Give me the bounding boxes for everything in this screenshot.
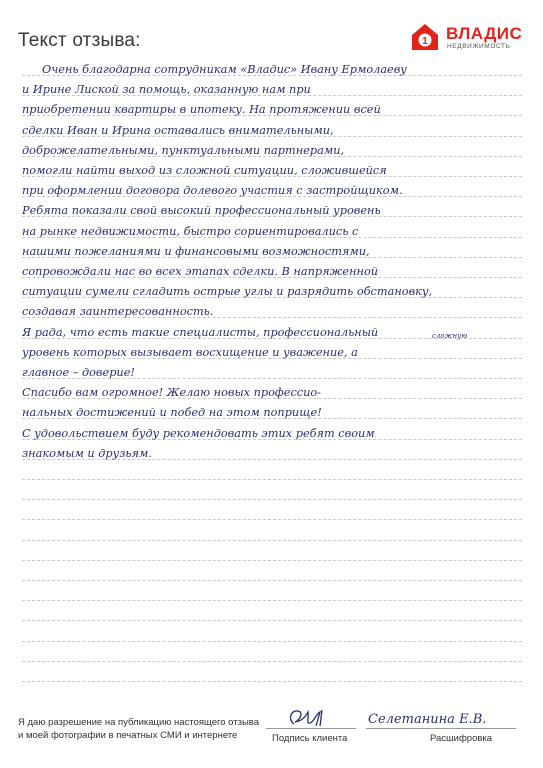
review-line: Я рада, что есть такие специалисты, профессиональный bbox=[22, 325, 379, 339]
decoding-value: Селетанина Е.В. bbox=[368, 712, 487, 727]
ruled-line bbox=[22, 499, 522, 500]
vladis-logo bbox=[410, 22, 535, 54]
ruled-line bbox=[22, 600, 522, 601]
decoding-line bbox=[366, 728, 516, 729]
ruled-line bbox=[22, 641, 522, 642]
review-line: и Ирине Лиской за помощь, оказанную нам при bbox=[22, 83, 311, 97]
decoding-label: Расшифровка bbox=[430, 733, 493, 744]
ruled-line bbox=[22, 580, 522, 581]
review-line: создавая заинтересованность. bbox=[22, 305, 214, 319]
review-line: доброжелательными, пунктуальными партнерами, bbox=[22, 143, 345, 157]
review-line: нашими пожеланиями и финансовыми возможностями, bbox=[22, 244, 370, 258]
review-line: ситуации сумели сгладить острые углы и разрядить обстановку, bbox=[22, 285, 433, 299]
review-line: Спасибо вам огромное! Желаю новых профессио- bbox=[22, 386, 321, 400]
inserted-word: сложную bbox=[432, 332, 468, 340]
ruled-line bbox=[22, 560, 522, 561]
ruled-line bbox=[22, 620, 522, 621]
review-line: помогли найти выход из сложной ситуации, сложившейся bbox=[22, 164, 387, 177]
publication-consent bbox=[18, 716, 259, 742]
review-line: С удовольствием буду рекомендовать этих ребят своим bbox=[22, 426, 375, 440]
signature-label: Подпись клиента bbox=[272, 733, 348, 744]
client-signature bbox=[286, 706, 336, 730]
review-line: главное – доверие! bbox=[22, 366, 135, 379]
review-line: при оформлении договора долевого участия с застройщиком. bbox=[22, 184, 403, 198]
review-line: сопровождали нас во всех этапах сделки. В напряженной bbox=[22, 265, 379, 278]
house-logo-icon bbox=[410, 22, 440, 52]
logo-wordmark: ВЛАДИС bbox=[446, 24, 523, 43]
review-line: Ребята показали свой высокий профессиональный уровень bbox=[22, 204, 381, 218]
consent-line-2: и моей фотографии в печатных СМИ и интернете bbox=[18, 730, 238, 741]
ruled-line bbox=[22, 540, 522, 541]
signature-line bbox=[266, 728, 356, 729]
ruled-line bbox=[22, 681, 522, 682]
review-line: приобретении квартиры в ипотеку. На протяжении всей bbox=[22, 103, 381, 117]
review-line: сделки Иван и Ирина оставались внимательными, bbox=[22, 123, 334, 137]
review-line: нальных достижений и побед на этом поприще! bbox=[22, 406, 322, 420]
review-line: Очень благодарна сотрудникам «Владис» Ивану Ермолаеву bbox=[42, 63, 407, 76]
ruled-line bbox=[22, 479, 522, 480]
consent-line-1: Я даю разрешение на публикацию настоящего отзыва bbox=[18, 717, 260, 728]
form-title: Текст отзыва: bbox=[18, 30, 141, 51]
logo-tagline: НЕДВИЖИМОСТЬ bbox=[447, 43, 511, 50]
ruled-line bbox=[22, 519, 522, 520]
review-line: на рынке недвижимости, быстро сориентировались с bbox=[22, 224, 359, 238]
ruled-line bbox=[22, 661, 522, 662]
svg-text:1: 1 bbox=[422, 36, 428, 47]
review-line: уровень которых вызывает восхищение и уважение, а bbox=[22, 345, 358, 359]
review-line: знакомым и друзьям. bbox=[22, 446, 152, 460]
